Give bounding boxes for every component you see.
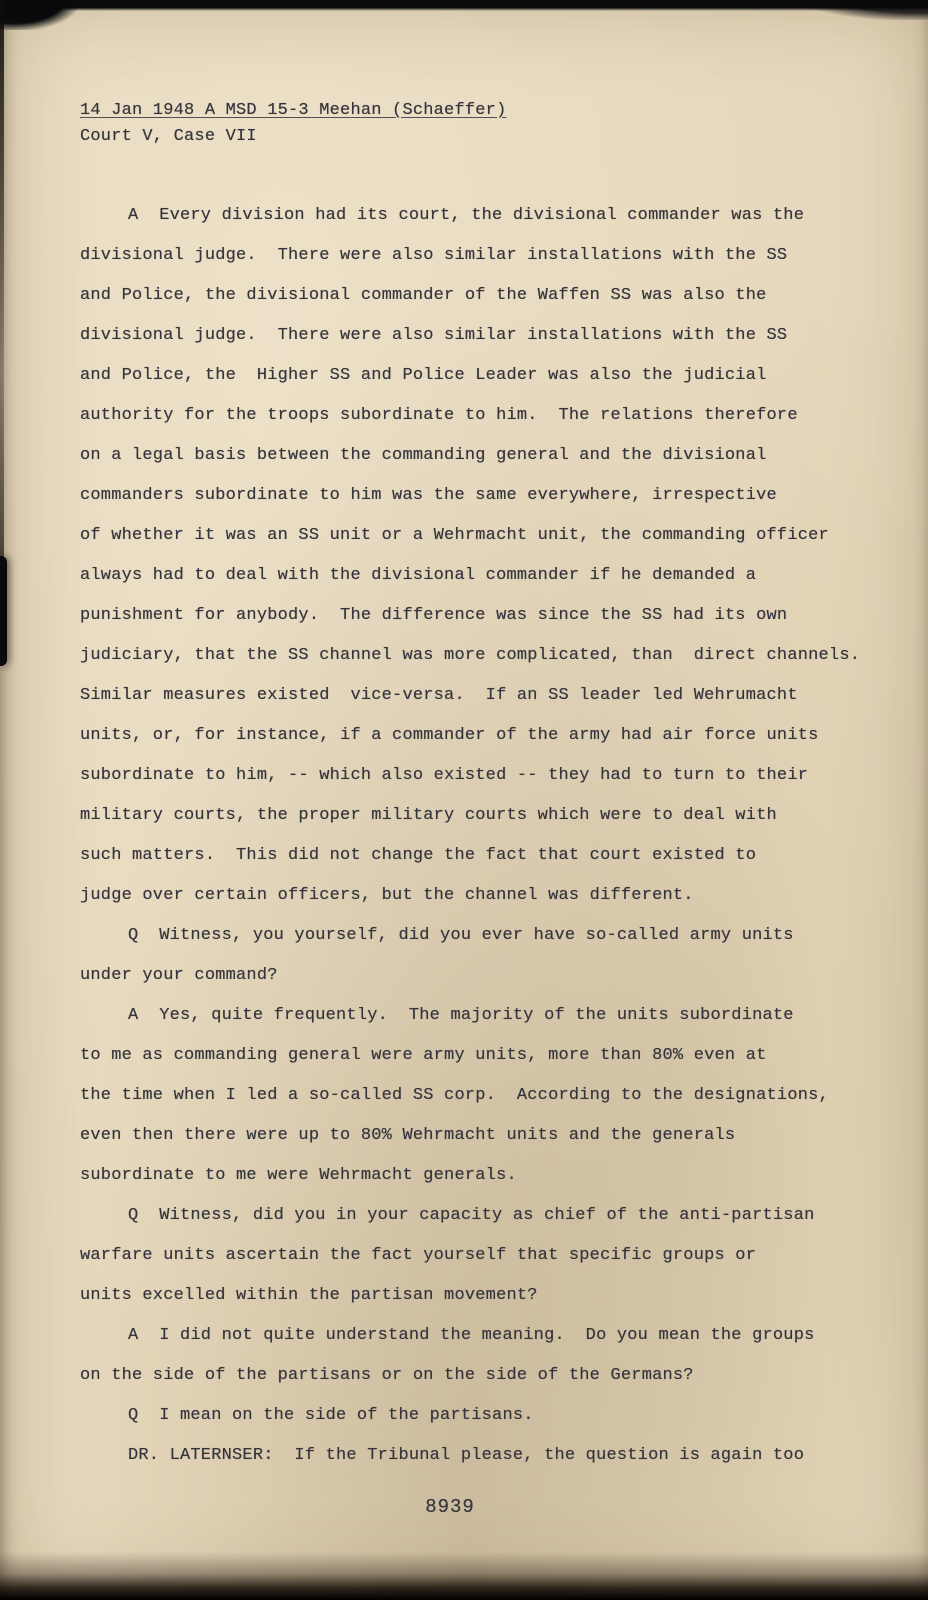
text-line: judiciary, that the SS channel was more complicated, than direct channels. <box>80 646 861 665</box>
text-line: military courts, the proper military courts which were to deal with <box>80 806 777 825</box>
text-line: of whether it was an SS unit or a Wehrmacht unit, the commanding officer <box>80 526 829 545</box>
text-line: and Police, the Higher SS and Police Leader was also the judicial <box>80 366 767 385</box>
text-line: such matters. This did not change the fact that court existed to <box>80 846 757 865</box>
scan-edge-left <box>0 0 4 620</box>
text-line: on the side of the partisans or on the side of the Germans? <box>80 1366 694 1385</box>
paragraph <box>80 916 888 996</box>
page-number: 8939 <box>425 1496 475 1518</box>
text-line: judge over certain officers, but the channel was different. <box>80 886 694 905</box>
text-line: authority for the troops subordinate to him. The relations therefore <box>80 406 798 425</box>
paragraph <box>80 1396 888 1436</box>
text-line: the time when I led a so-called SS corp. According to the designations, <box>80 1086 829 1105</box>
header-line-2: Court V, Case VII <box>80 127 257 146</box>
paragraph <box>80 996 888 1196</box>
paragraph <box>80 1436 888 1476</box>
text-line: DR. LATERNSER: If the Tribunal please, the question is again too <box>128 1446 805 1465</box>
document-header <box>80 98 888 150</box>
text-line: A Every division had its court, the divisional commander was the <box>128 206 805 225</box>
text-line: subordinate to him, -- which also existed -- they had to turn to their <box>80 766 809 785</box>
text-line: Q I mean on the side of the partisans. <box>128 1406 534 1425</box>
header-line-1: 14 Jan 1948 A MSD 15-3 Meehan (Schaeffer) <box>80 101 507 120</box>
text-line: Q Witness, did you in your capacity as chief of the anti-partisan <box>128 1206 815 1225</box>
text-line: Q Witness, you yourself, did you ever have so-called army units <box>128 926 794 945</box>
text-line: A Yes, quite frequently. The majority of the units subordinate <box>128 1006 794 1025</box>
text-line: always had to deal with the divisional commander if he demanded a <box>80 566 757 585</box>
text-line: on a legal basis between the commanding general and the divisional <box>80 446 767 465</box>
text-line: units, or, for instance, if a commander of the army had air force units <box>80 726 819 745</box>
text-line: Similar measures existed vice-versa. If an SS leader led Wehrumacht <box>80 686 798 705</box>
paragraph <box>80 1316 888 1396</box>
paragraph <box>80 196 888 916</box>
text-line: divisional judge. There were also similar installations with the SS <box>80 246 788 265</box>
text-line: divisional judge. There were also similar installations with the SS <box>80 326 788 345</box>
text-line: under your command? <box>80 966 278 985</box>
scan-edge-top <box>0 0 928 11</box>
text-line: punishment for anybody. The difference was since the SS had its own <box>80 606 788 625</box>
text-line: and Police, the divisional commander of the Waffen SS was also the <box>80 286 767 305</box>
text-line: subordinate to me were Wehrmacht generals. <box>80 1166 517 1185</box>
text-line: units excelled within the partisan movement? <box>80 1286 538 1305</box>
text-line: A I did not quite understand the meaning. Do you mean the groups <box>128 1326 815 1345</box>
scan-edge-bottom <box>0 1552 928 1600</box>
text-line: warfare units ascertain the fact yourself that specific groups or <box>80 1246 757 1265</box>
scan-edge-top-left <box>0 0 78 30</box>
text-line: commanders subordinate to him was the same everywhere, irrespective <box>80 486 777 505</box>
scan-edge-top-right <box>808 0 928 20</box>
text-line: even then there were up to 80% Wehrmacht units and the generals <box>80 1126 736 1145</box>
transcript-body <box>80 196 888 1476</box>
text-line: to me as commanding general were army units, more than 80% even at <box>80 1046 767 1065</box>
paragraph <box>80 1196 888 1316</box>
scan-edge-left-notch <box>0 556 7 666</box>
